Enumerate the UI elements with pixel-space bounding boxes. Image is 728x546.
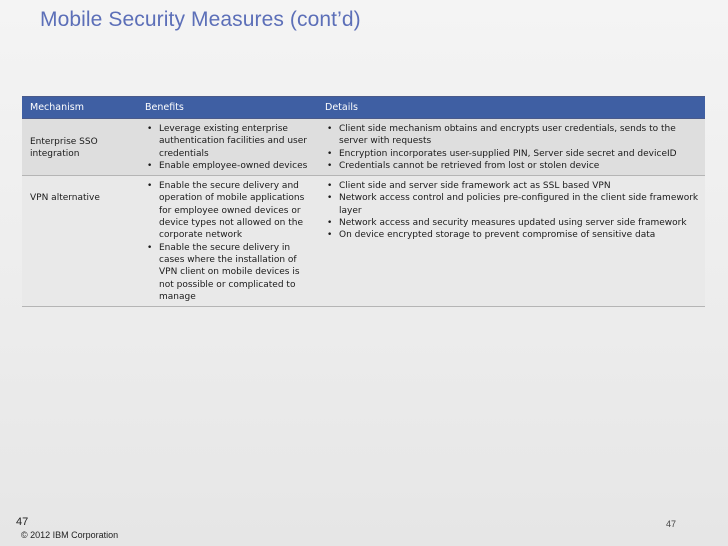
page-number-left: 47 <box>16 516 29 528</box>
bullet-icon: • <box>147 242 153 253</box>
benefits-list <box>145 123 313 172</box>
security-measures-table <box>22 96 705 307</box>
list-item: • Encryption incorporates user-supplied PIN, Server side secret and deviceID <box>327 148 677 159</box>
details-cell <box>317 119 705 176</box>
table-header-row <box>22 97 705 119</box>
bullet-icon: • <box>147 181 153 192</box>
bullet-icon: • <box>147 124 153 134</box>
bullet-icon: • <box>327 160 333 171</box>
copyright-notice: © 2012 IBM Corporation <box>21 530 119 540</box>
benefits-list <box>145 180 313 303</box>
list-item: • Credentials cannot be retrieved from lost or stolen device <box>327 160 600 171</box>
header-details: Details <box>317 97 705 119</box>
details-cell <box>317 176 705 307</box>
list-item: • Leverage existing enterprise authentication facilities and user credentials <box>147 124 307 159</box>
bullet-icon: • <box>327 124 333 134</box>
bullet-icon: • <box>327 218 333 229</box>
list-item: • Network access control and policies pre-configured in the client side framework layer <box>327 193 699 216</box>
bullet-icon: • <box>327 181 333 192</box>
security-measures-table-container <box>22 96 705 307</box>
table-row <box>22 119 705 176</box>
bullet-icon: • <box>327 193 333 204</box>
list-item: • Enable the secure delivery and operation of mobile applications for employee owned devices or device types not allowed on the corporate network <box>147 181 305 241</box>
table-row <box>22 176 705 307</box>
mechanism-cell: VPN alternative <box>22 176 137 307</box>
details-list <box>325 180 701 241</box>
bullet-icon: • <box>147 160 153 171</box>
list-item: • Network access and security measures updated using server side framework <box>327 218 687 229</box>
list-item: • Client side and server side framework act as SSL based VPN <box>327 181 611 192</box>
benefits-cell <box>137 176 317 307</box>
bullet-icon: • <box>327 230 333 241</box>
slide-title: Mobile Security Measures (cont’d) <box>40 8 361 31</box>
header-benefits: Benefits <box>137 97 317 119</box>
benefits-cell <box>137 119 317 176</box>
list-item: • Client side mechanism obtains and encrypts user credentials, sends to the server with requests <box>327 124 676 147</box>
header-mechanism: Mechanism <box>22 97 137 119</box>
bullet-icon: • <box>327 148 333 159</box>
list-item: • Enable employee-owned devices <box>147 160 308 171</box>
list-item: • On device encrypted storage to prevent compromise of sensitive data <box>327 230 656 241</box>
mechanism-cell: Enterprise SSO integration <box>22 119 137 176</box>
page-number-right: 47 <box>666 519 677 529</box>
details-list <box>325 123 701 172</box>
list-item: • Enable the secure delivery in cases where the installation of VPN client on mobile devices is not possible or complicated to manage <box>147 242 300 302</box>
